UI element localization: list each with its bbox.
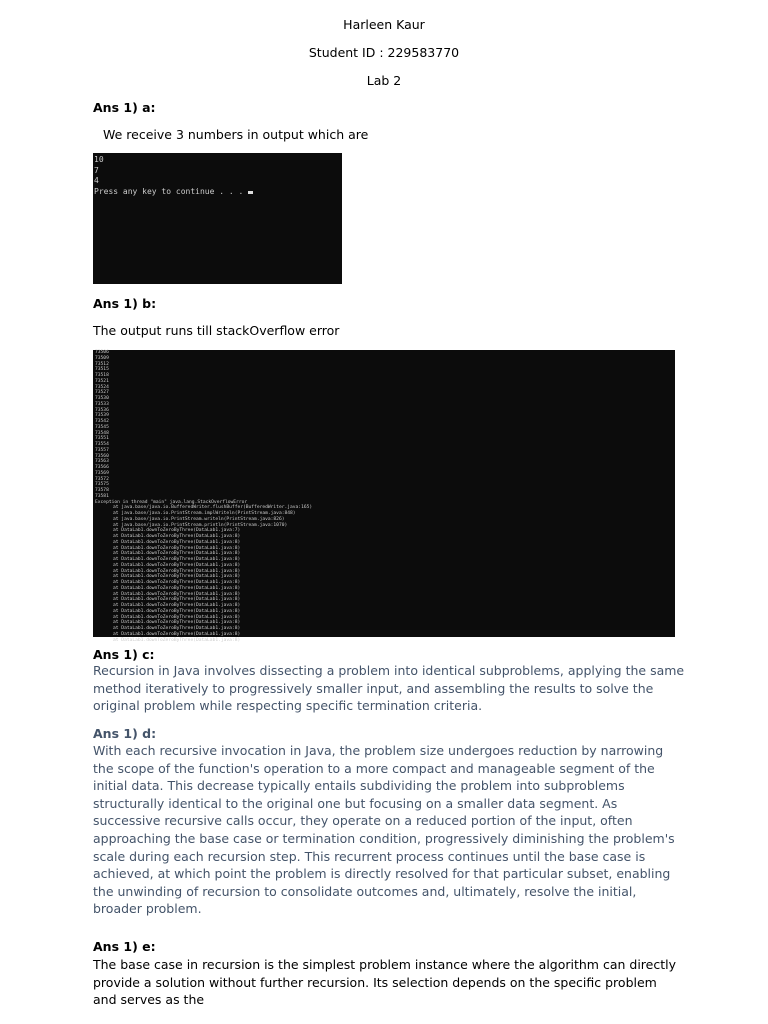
console-number-line: 73512 xyxy=(95,361,109,367)
console-number-line: 73551 xyxy=(95,436,109,442)
console-number-line: 73572 xyxy=(95,476,109,482)
console-line: 10 xyxy=(94,155,104,164)
console-number-line: 73518 xyxy=(95,373,109,378)
student-id: Student ID : 229583770 xyxy=(308,45,460,60)
console-output-1a xyxy=(93,153,342,284)
stack-trace-line: at DataLab1.downToZeroByThree(DataLab1.java:8) xyxy=(113,568,241,574)
console-number-line: 73527 xyxy=(95,390,109,396)
console-number-line: 73575 xyxy=(95,482,109,488)
cursor-icon xyxy=(248,191,253,194)
stack-trace-line: at DataLab1.downToZeroByThree(DataLab1.java:8) xyxy=(113,562,241,568)
console-output-1b xyxy=(93,350,675,643)
stack-trace-line: at DataLab1.downToZeroByThree(DataLab1.java:8) xyxy=(113,551,241,557)
stack-trace xyxy=(95,505,675,643)
console-number-line: 73548 xyxy=(95,430,109,436)
stack-trace-line: at DataLab1.downToZeroByThree(DataLab1.java:7) xyxy=(113,528,241,534)
stack-trace-line: at DataLab1.downToZeroByThree(DataLab1.java:8) xyxy=(113,620,241,626)
console-number-line: 73509 xyxy=(95,355,109,361)
console-number-line: 73542 xyxy=(95,419,109,424)
console-number-line: 73569 xyxy=(95,470,109,476)
console-line: 4 xyxy=(94,176,99,185)
console-number-line: 73578 xyxy=(95,488,109,493)
console-prompt xyxy=(94,187,342,198)
console-number-lines xyxy=(95,350,675,500)
ans-1c-text: Recursion in Java involves dissecting a problem into identical subproblems, applying the same method iteratively to progressively smaller input, and assembling the results to solve the original problem while respecting specific termination criteria. xyxy=(93,663,685,714)
ans-1d-heading: Ans 1) d: xyxy=(93,726,157,741)
stack-trace-line: at DataLab1.downToZeroByThree(DataLab1.java:8) xyxy=(113,626,241,631)
console-number-line: 73536 xyxy=(95,407,109,413)
stack-trace-line: at java.base/java.io.PrintStream.println(PrintStream.java:1070) xyxy=(113,522,288,528)
stack-trace-line: at DataLab1.downToZeroByThree(DataLab1.java:8) xyxy=(113,557,241,562)
console-prompt-text: Press any key to continue . . . xyxy=(94,186,244,196)
console-number-line: 73545 xyxy=(95,424,109,430)
console-line: 7 xyxy=(94,165,99,175)
console-number-line: 73533 xyxy=(95,401,109,407)
ans-1a-heading: Ans 1) a: xyxy=(93,100,156,115)
ans-1e-heading: Ans 1) e: xyxy=(93,939,156,954)
console-number-line: 73560 xyxy=(95,453,109,459)
console-number-line: 73521 xyxy=(95,378,109,384)
console-number-line: 73515 xyxy=(95,367,109,373)
console-number-line: 73530 xyxy=(95,396,109,401)
stack-trace-line: at DataLab1.downToZeroByThree(DataLab1.java:8) xyxy=(113,591,241,597)
ans-1c-heading: Ans 1) c: xyxy=(93,647,155,662)
console-lines xyxy=(94,155,342,187)
ans-1e-text: The base case in recursion is the simplest problem instance where the algorithm can directly provide a solution without further recursion. Its selection depends on the specific problem and serves as the xyxy=(93,957,676,1008)
console-number-line: 73581 xyxy=(95,493,109,499)
ans-1a-text: We receive 3 numbers in output which are xyxy=(103,127,369,142)
exception-line: Exception in thread "main" java.lang.StackOverflowError xyxy=(95,499,248,505)
console-number-line: 73557 xyxy=(95,447,109,453)
stack-trace-line: at DataLab1.downToZeroByThree(DataLab1.java:8) xyxy=(113,637,241,643)
stack-trace-line: at DataLab1.downToZeroByThree(DataLab1.java:8) xyxy=(113,545,241,551)
console-number-line: 73554 xyxy=(95,442,109,447)
stack-trace-line: at DataLab1.downToZeroByThree(DataLab1.java:8) xyxy=(113,585,241,591)
stack-trace-line: at DataLab1.downToZeroByThree(DataLab1.java:8) xyxy=(113,631,241,637)
stack-trace-line: at java.base/java.io.PrintStream.implWriteln(PrintStream.java:848) xyxy=(113,511,296,516)
console-number-line: 73566 xyxy=(95,465,109,470)
stack-trace-line: at DataLab1.downToZeroByThree(DataLab1.java:8) xyxy=(113,614,241,620)
stack-trace-line: at DataLab1.downToZeroByThree(DataLab1.java:8) xyxy=(113,597,241,603)
lab-title: Lab 2 xyxy=(366,73,402,88)
stack-trace-line: at DataLab1.downToZeroByThree(DataLab1.java:8) xyxy=(113,603,241,608)
stack-trace-line: at java.base/java.io.BufferedWriter.flushBuffer(BufferedWriter.java:165) xyxy=(113,505,313,511)
stack-trace-line: at java.base/java.io.PrintStream.writeln(PrintStream.java:826) xyxy=(113,516,285,522)
ans-1b-text: The output runs till stackOverflow error xyxy=(93,323,340,338)
console-number-line: 73524 xyxy=(95,384,109,390)
stack-trace-line: at DataLab1.downToZeroByThree(DataLab1.java:8) xyxy=(113,539,241,545)
ans-1d-text: With each recursive invocation in Java, the problem size undergoes reduction by narrowing the scope of the function's operation to a more compact and manageable segment of the initial data. This decrease typically entails subdividing the problem into subproblems structurally identical to the original one but focusing on a smaller data segment. As successive recursive calls occur, they operate on a reduced portion of the input, often approaching the base case or termination condition, progressively diminishing the problem's scale during each recursion step. This recurrent process continues until the base case is achieved, at which point the problem is directly resolved for that particular subset, enabling the unwinding of recursion to consolidate outcomes and, ultimately, resolve the initial, broader problem. xyxy=(93,743,675,917)
stack-trace-line: at DataLab1.downToZeroByThree(DataLab1.java:8) xyxy=(113,534,241,539)
ans-1b-heading: Ans 1) b: xyxy=(93,296,157,311)
stack-trace-line: at DataLab1.downToZeroByThree(DataLab1.java:8) xyxy=(113,608,241,614)
console-number-line: 73539 xyxy=(95,413,109,419)
student-name: Harleen Kaur xyxy=(343,17,425,32)
stack-trace-line: at DataLab1.downToZeroByThree(DataLab1.java:8) xyxy=(113,574,241,580)
console-number-line: 73563 xyxy=(95,459,109,465)
console-number-line: 73506 xyxy=(95,350,109,355)
stack-trace-line: at DataLab1.downToZeroByThree(DataLab1.java:8) xyxy=(113,580,241,585)
